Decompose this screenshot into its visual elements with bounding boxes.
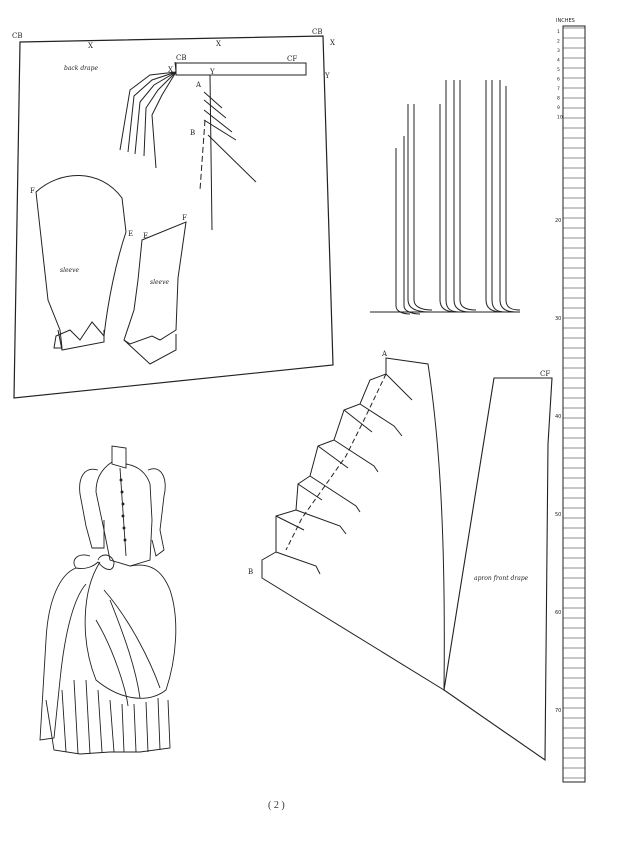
back-drape-fan bbox=[120, 62, 176, 168]
dress-sleeve-left bbox=[80, 469, 104, 548]
label-sleeve-f-1: F bbox=[30, 187, 35, 195]
dress-collar bbox=[112, 446, 126, 468]
ruler-label-major: 70 bbox=[555, 708, 562, 714]
ruler-label-major: 50 bbox=[555, 512, 562, 518]
ruler-ticks bbox=[563, 28, 585, 778]
back-pattern-panel bbox=[12, 28, 335, 398]
dress-overskirt bbox=[85, 562, 176, 698]
dress-illustration bbox=[40, 446, 176, 754]
label-y-2: Y bbox=[210, 68, 215, 76]
pleat-line-dashed bbox=[200, 120, 205, 190]
label-x-1: X bbox=[88, 42, 93, 50]
ruler-label-small: 6 bbox=[557, 77, 560, 83]
dress-bustle bbox=[40, 568, 86, 740]
label-sleeve-e-2: E bbox=[143, 232, 149, 240]
underskirt-pleats bbox=[62, 680, 160, 754]
ruler-label-small: 3 bbox=[557, 49, 560, 54]
pleat-center-dashed bbox=[286, 374, 386, 550]
ruler-body bbox=[563, 26, 585, 782]
ruler-label-small: 4 bbox=[557, 58, 560, 64]
ruler-label-major: 60 bbox=[555, 610, 562, 616]
ruler-label-major: 40 bbox=[555, 414, 562, 420]
label-point-a: A bbox=[196, 81, 202, 89]
dress-bow bbox=[74, 555, 114, 570]
inch-ruler bbox=[555, 18, 585, 782]
label-point-b: B bbox=[190, 129, 196, 137]
label-front-cf: CF bbox=[540, 370, 551, 378]
label-x-2: X bbox=[216, 40, 221, 48]
skirt-panel-3 bbox=[440, 80, 460, 312]
skirt-panel-6 bbox=[500, 80, 520, 312]
pleated-drape-piece bbox=[262, 358, 444, 690]
pleat-lines bbox=[276, 374, 412, 574]
label-apron-front-drape: apron front drape bbox=[474, 575, 529, 582]
pleat-marks-a bbox=[204, 92, 256, 182]
apron-front-drape-piece bbox=[444, 378, 552, 760]
ruler-label-small: 9 bbox=[557, 106, 560, 111]
sleeve-piece-left bbox=[36, 175, 126, 348]
ruler-label-small: 8 bbox=[557, 96, 560, 102]
label-sleeve-e-1: E bbox=[128, 230, 134, 238]
skirt-panels bbox=[370, 80, 520, 314]
label-y-1: Y bbox=[325, 72, 330, 80]
ruler-label-small: 7 bbox=[557, 87, 560, 92]
sleeve-cuff-left bbox=[58, 330, 104, 350]
label-x-3: X bbox=[330, 39, 335, 47]
label-front-b: B bbox=[248, 568, 254, 576]
skirt-panel-2 bbox=[408, 104, 432, 312]
label-sleeve-2: sleeve bbox=[150, 279, 170, 286]
waist-band bbox=[176, 63, 306, 75]
label-back-drape: back drape bbox=[64, 65, 98, 72]
sleeve-cuff-right bbox=[124, 334, 176, 364]
label-waist-cf: CF bbox=[287, 55, 298, 63]
page-number: ( 2 ) bbox=[268, 800, 285, 811]
label-sleeve-1: sleeve bbox=[60, 267, 80, 274]
label-sleeve-f-2: F bbox=[182, 214, 187, 222]
skirt-panel-5 bbox=[486, 80, 506, 312]
dress-bodice bbox=[96, 462, 152, 566]
label-waist-cb: CB bbox=[176, 54, 187, 62]
ruler-label-small: 1 bbox=[557, 30, 560, 35]
ruler-label-major: 20 bbox=[555, 218, 562, 224]
label-x-4: X bbox=[168, 66, 173, 74]
label-cb-right: CB bbox=[312, 28, 323, 36]
ruler-label-small: 2 bbox=[557, 39, 560, 45]
ruler-label-small: 10 bbox=[557, 115, 563, 121]
ruler-label-major: 30 bbox=[555, 316, 562, 322]
skirt-panel-4 bbox=[454, 80, 476, 312]
front-pattern bbox=[248, 350, 552, 760]
ruler-labels bbox=[555, 29, 563, 714]
label-front-a: A bbox=[382, 350, 388, 358]
label-cb-left: CB bbox=[12, 32, 23, 40]
ruler-title: INCHES bbox=[556, 18, 575, 24]
ruler-label-small: 5 bbox=[557, 68, 560, 73]
